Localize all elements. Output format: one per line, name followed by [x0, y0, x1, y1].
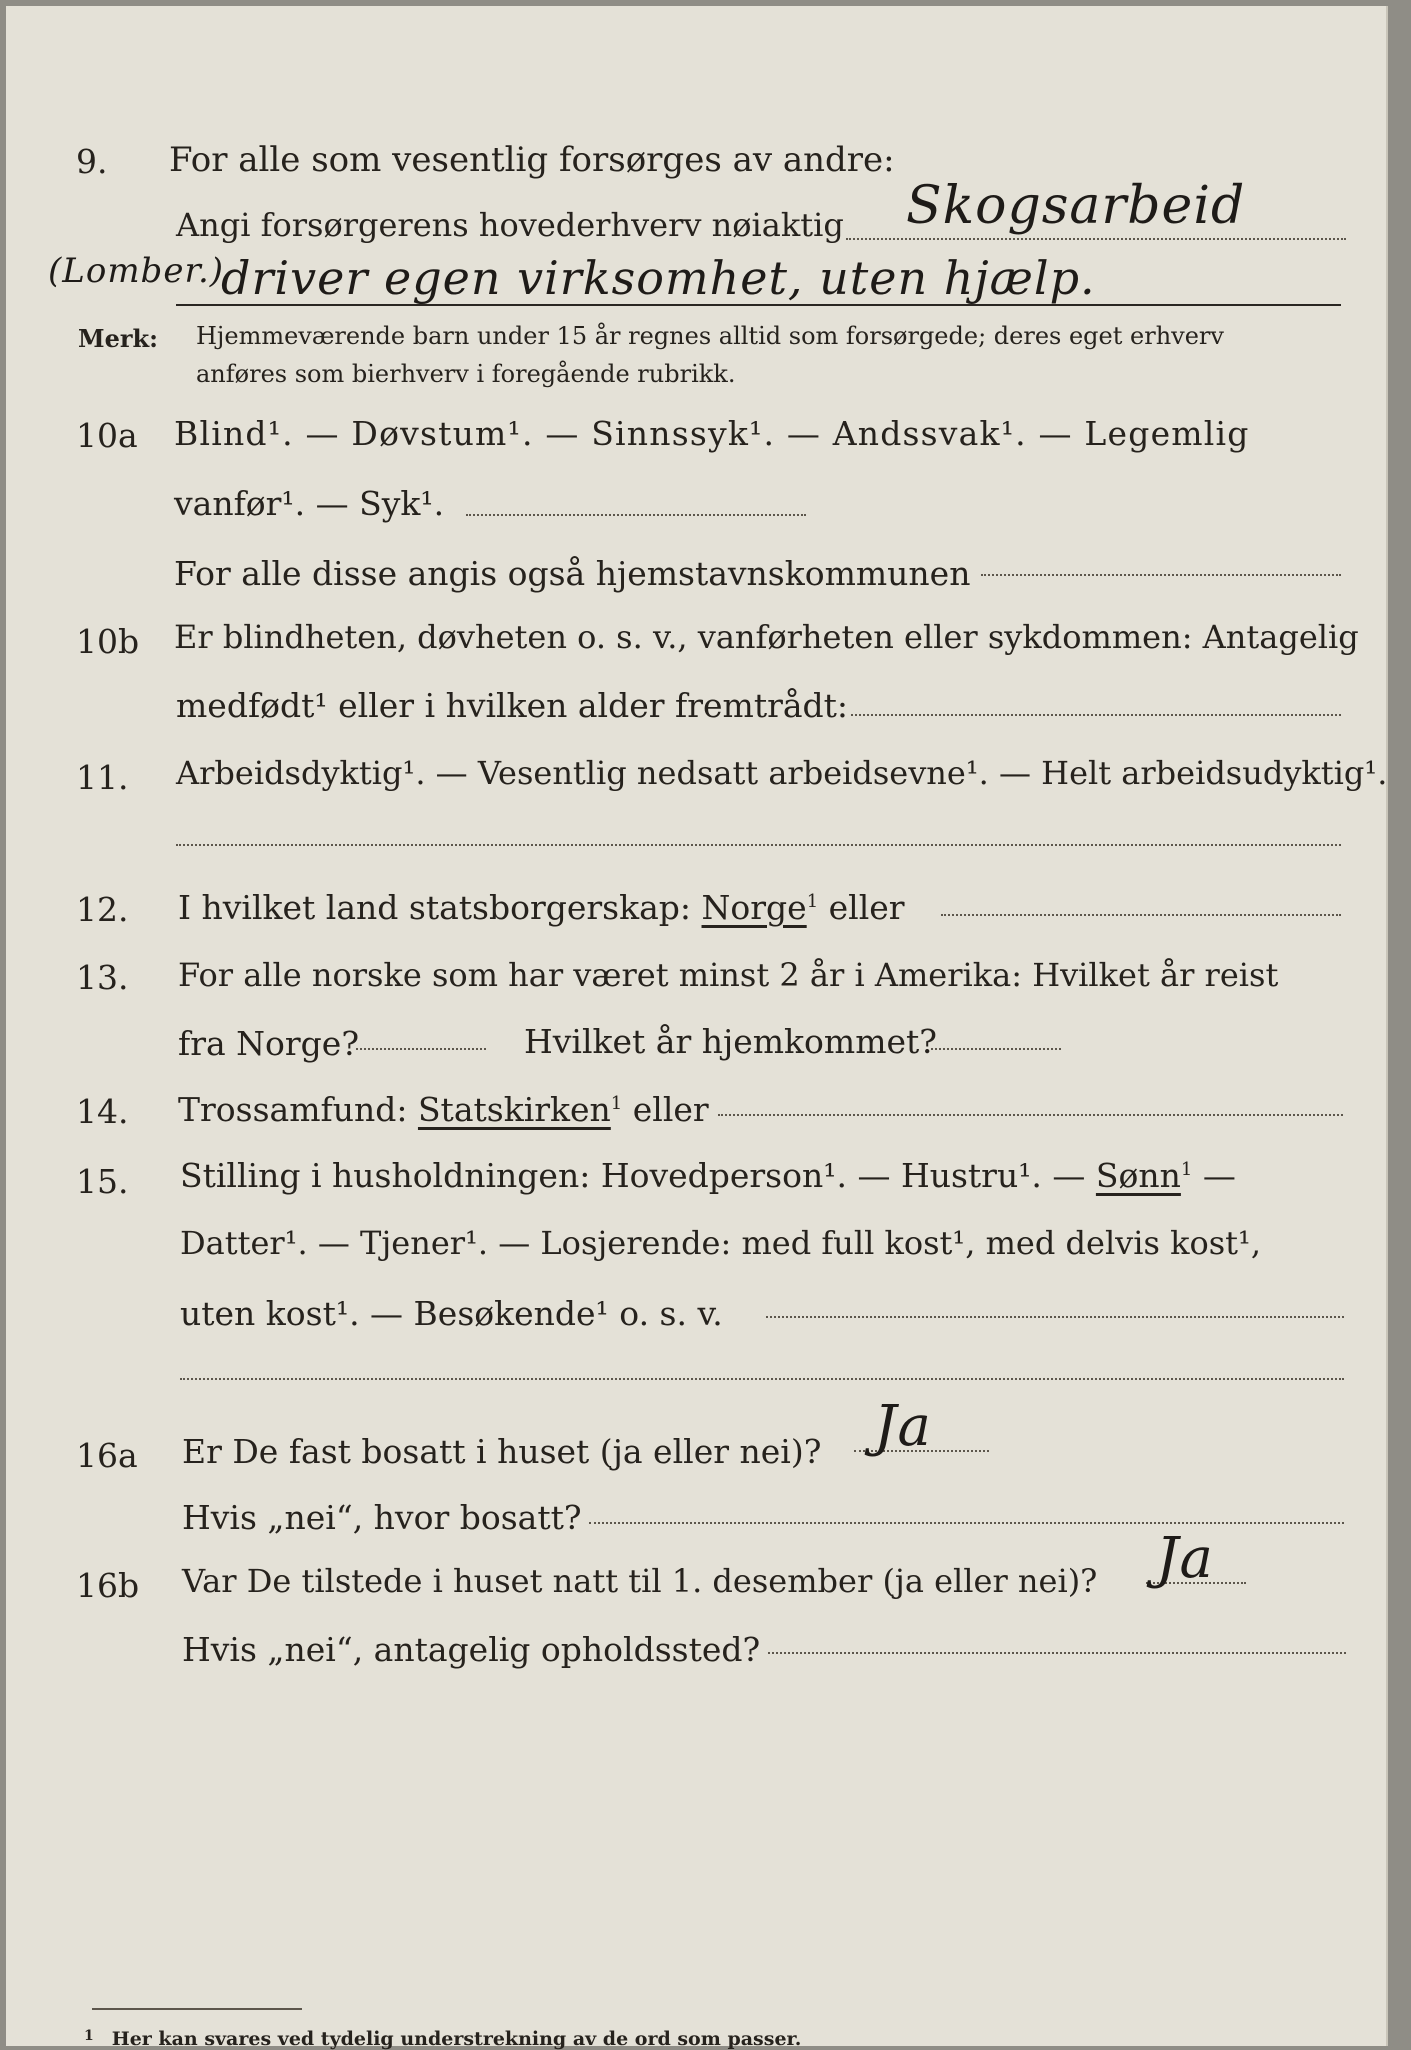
q13-reist-line	[356, 1048, 486, 1050]
q9-margin-note: (Lomber.)	[48, 251, 225, 291]
q12-line: I hvilket land statsborgerskap: Norge$^1$ eller	[178, 888, 905, 927]
q13-line1: For alle norske som har været minst 2 år i Amerika: Hvilket år reist	[178, 956, 1279, 994]
q13-line2b: Hvilket år hjemkommet?	[524, 1022, 937, 1061]
q12-underlined-choice: Norge	[701, 888, 807, 927]
q12-answer-line	[941, 914, 1341, 916]
q9-handwritten-answer1: Skogsarbeid	[906, 176, 1246, 236]
q13-hjemkommet-line	[931, 1048, 1061, 1050]
q15-line1-text: Stilling i husholdningen: Hovedperson¹. — Hustru¹. —	[180, 1156, 1086, 1195]
merk-label: Merk:	[78, 324, 158, 353]
q15-line3: uten kost¹. — Besøkende¹ o. s. v.	[180, 1294, 723, 1333]
q14-answer-line	[718, 1114, 1343, 1116]
q10b-line2: medfødt¹ eller i hvilken alder fremtrådt:	[176, 686, 849, 725]
footnote-marker: 1	[84, 2028, 94, 2044]
q15-line1-tail: —	[1192, 1156, 1236, 1195]
q9-answer2-line	[176, 304, 1341, 306]
q15-extra-line	[180, 1378, 1344, 1380]
q10b-number: 10b	[76, 622, 140, 661]
merk-line2: anføres som bierhverv i foregående rubrikk.	[196, 360, 736, 388]
q13-line2a: fra Norge?	[178, 1024, 360, 1063]
q12-text: I hvilket land statsborgerskap:	[178, 888, 692, 927]
q10a-syk-line	[466, 514, 806, 516]
q15-underlined-choice: Sønn	[1095, 1156, 1181, 1195]
footnote-rule	[92, 2008, 302, 2010]
q10a-kommune-line	[981, 574, 1341, 576]
q16a-line2: Hvis „nei“, hvor bosatt?	[182, 1498, 582, 1537]
q14-line: Trossamfund: Statskirken$^1$ eller	[178, 1090, 709, 1129]
q15-number: 15.	[76, 1162, 129, 1201]
q9-line1: For alle som vesentlig forsørges av andre:	[169, 140, 895, 180]
q13-number: 13.	[76, 958, 129, 997]
q10a-line2: vanfør¹. — Syk¹.	[174, 484, 445, 523]
q16b-handwritten-answer: Ja	[1156, 1526, 1214, 1591]
q14-eller: eller	[632, 1090, 709, 1129]
q11-answer-line	[176, 844, 1341, 846]
q9-line2: Angi forsørgerens hovederhverv nøiaktig	[176, 206, 844, 244]
q9-number: 9.	[76, 142, 108, 181]
q12-number: 12.	[76, 890, 129, 929]
footnote	[84, 2028, 801, 2050]
merk-line1: Hjemmeværende barn under 15 år regnes alltid som forsørgede; deres eget erhverv	[196, 322, 1224, 350]
q9-handwritten-answer2: driver egen virksomhet, uten hjælp.	[221, 251, 1096, 305]
q10a-line1: Blind¹. — Døvstum¹. — Sinnssyk¹. — Andssvak¹. — Legemlig	[174, 414, 1250, 453]
q12-eller: eller	[828, 888, 905, 927]
q14-underlined-choice: Statskirken	[417, 1090, 611, 1129]
q15-line1: Stilling i husholdningen: Hovedperson¹. — Hustru¹. — Sønn$^1$ —	[180, 1156, 1236, 1195]
q10b-line1: Er blindheten, døvheten o. s. v., vanførheten eller sykdommen: Antagelig	[174, 618, 1359, 656]
q16a-number: 16a	[76, 1436, 138, 1475]
q10b-answer-line	[851, 714, 1341, 716]
q16b-line2: Hvis „nei“, antagelig opholdssted?	[182, 1630, 761, 1669]
q14-number: 14.	[76, 1092, 129, 1131]
q14-text: Trossamfund:	[178, 1090, 408, 1129]
q16b-line1: Var De tilstede i huset natt til 1. desember (ja eller nei)?	[182, 1562, 1098, 1600]
q16a-bosatt-line	[589, 1522, 1344, 1524]
q11-line1: Arbeidsdyktig¹. — Vesentlig nedsatt arbeidsevne¹. — Helt arbeidsudyktig¹.	[176, 754, 1388, 792]
q15-line2: Datter¹. — Tjener¹. — Losjerende: med full kost¹, med delvis kost¹,	[180, 1224, 1262, 1262]
q9-answer-line	[846, 238, 1346, 240]
q16a-handwritten-answer: Ja	[874, 1394, 932, 1459]
q10a-number: 10a	[76, 416, 138, 455]
q16b-opholdssted-line	[768, 1652, 1346, 1654]
q10a-line3: For alle disse angis også hjemstavnskommunen	[174, 554, 971, 593]
q15-answer-line	[766, 1316, 1344, 1318]
q16b-number: 16b	[76, 1566, 140, 1605]
q11-number: 11.	[76, 758, 129, 797]
q16a-line1: Er De fast bosatt i huset (ja eller nei)?	[182, 1432, 822, 1471]
census-form-page	[6, 6, 1388, 2050]
footnote-text: Her kan svares ved tydelig understrekning av de ord som passer.	[111, 2028, 802, 2050]
